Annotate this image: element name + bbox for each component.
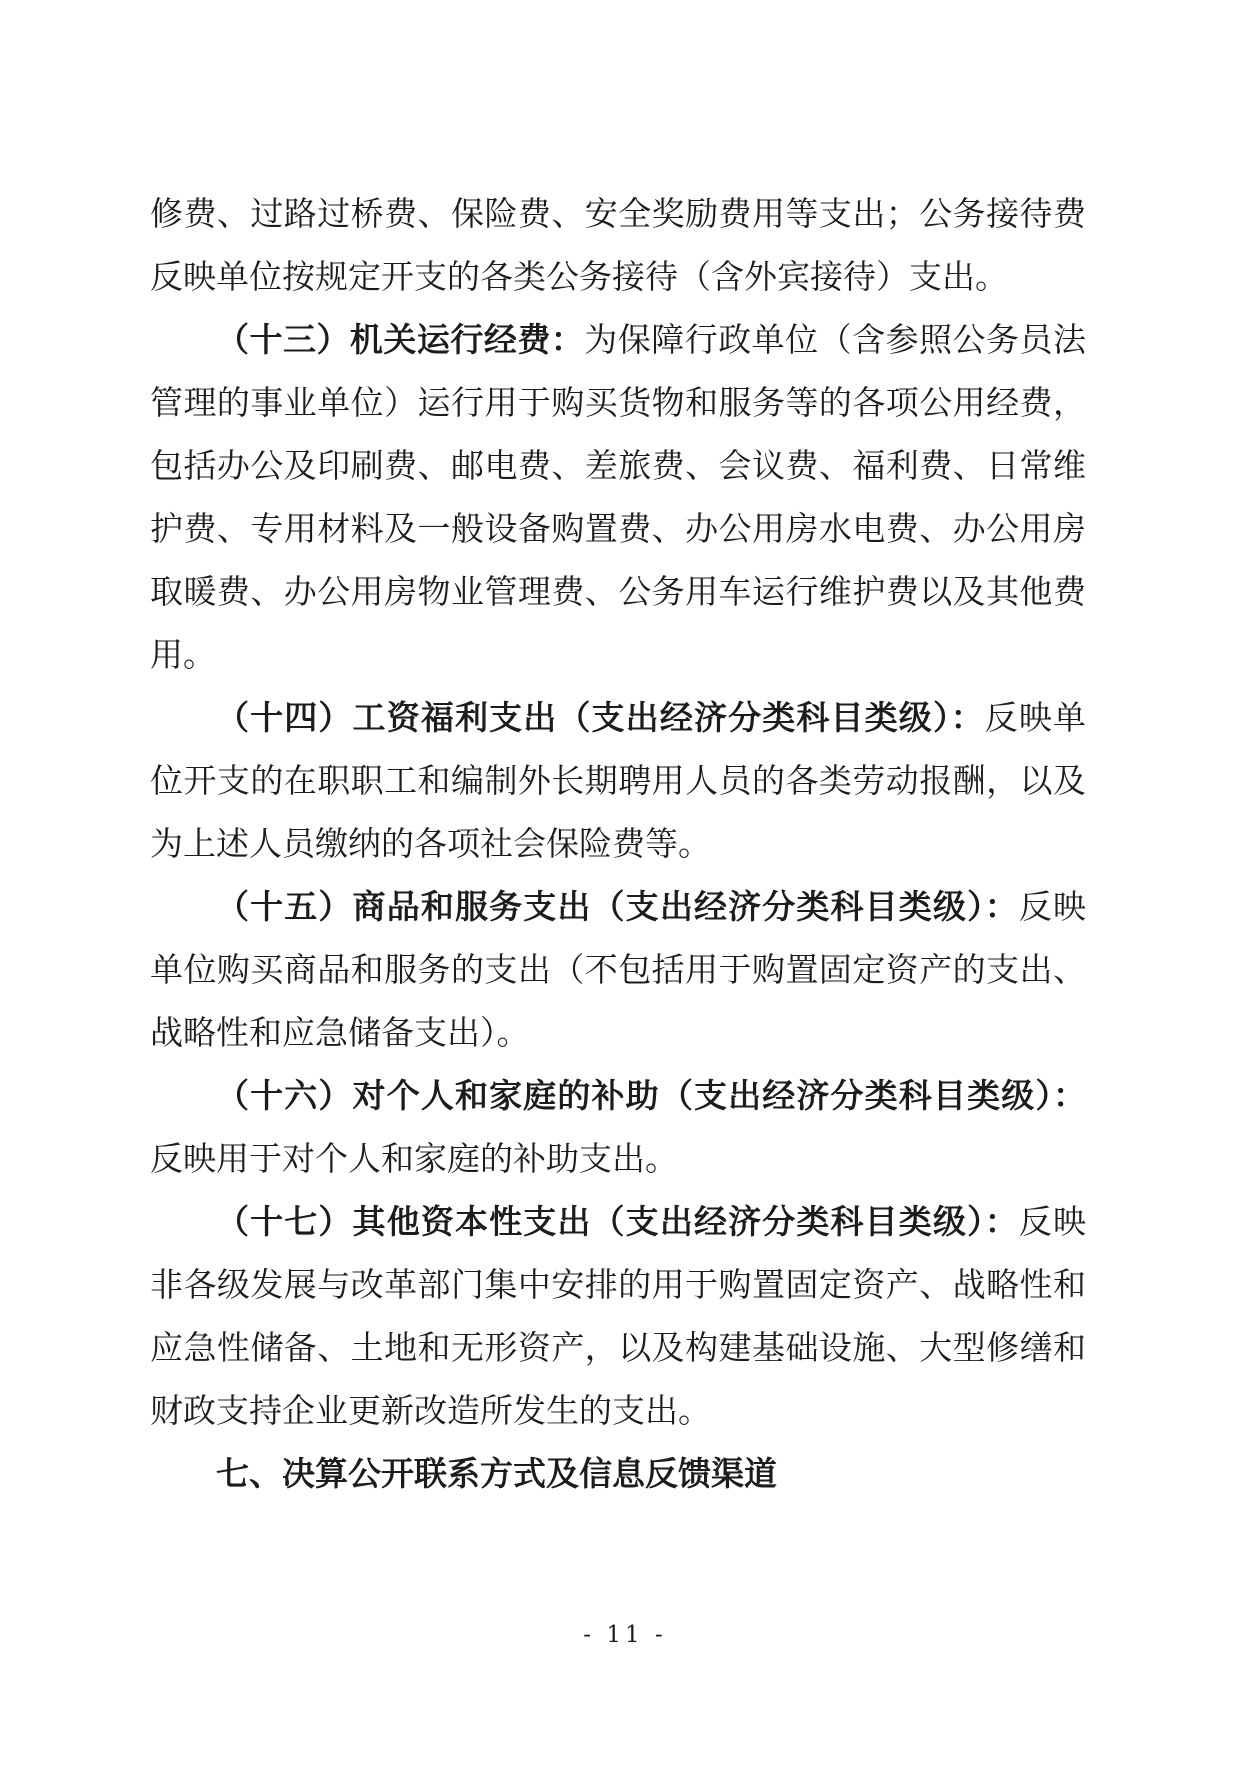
paragraph-lead: （十七）其他资本性支出（支出经济分类科目类级）： xyxy=(216,1202,1019,1241)
page-number: - 11 - xyxy=(583,1622,667,1648)
paragraph-lead: （十三）机关运行经费： xyxy=(216,320,585,359)
paragraph-lead: （十四）工资福利支出（支出经济分类科目类级）： xyxy=(216,698,985,737)
paragraph-lead: （十五）商品和服务支出（支出经济分类科目类级）： xyxy=(216,887,1019,926)
paragraph-text: 反映非各级发展与改革部门集中安排的用于购置固定资产、战略性和应急性储备、土地和无形资产，以及构建基础设施、大型修缮和财政支持企业更新改造所发生的支出。 xyxy=(150,1202,1087,1430)
paragraph-text: 反映用于对个人和家庭的补助支出。 xyxy=(150,1139,678,1178)
paragraph-item-14 xyxy=(150,686,1086,875)
section-heading: 七、决算公开联系方式及信息反馈渠道 xyxy=(216,1454,777,1493)
paragraph-item-16 xyxy=(150,1064,1086,1190)
paragraph-text: 修费、过路过桥费、保险费、安全奖励费用等支出；公务接待费反映单位按规定开支的各类公务接待（含外宾接待）支出。 xyxy=(150,194,1086,296)
document-body xyxy=(150,182,1086,1505)
paragraph-continuation xyxy=(150,182,1086,308)
paragraph-item-15 xyxy=(150,875,1086,1064)
paragraph-text: 反映单位开支的在职职工和编制外长期聘用人员的各类劳动报酬，以及为上述人员缴纳的各项社会保险费等。 xyxy=(150,698,1087,863)
paragraph-text: 反映单位购买商品和服务的支出（不包括用于购置固定资产的支出、战略性和应急储备支出）。 xyxy=(150,887,1087,1052)
paragraph-item-13 xyxy=(150,308,1086,686)
paragraph-text: 为保障行政单位（含参照公务员法管理的事业单位）运行用于购买货物和服务等的各项公用经费，包括办公及印刷费、邮电费、差旅费、会议费、福利费、日常维护费、专用材料及一般设备购置费、办公用房水电费、办公用房取暖费、办公用房物业管理费、公务用车运行维护费以及其他费用。 xyxy=(150,320,1087,674)
paragraph-item-17 xyxy=(150,1190,1086,1442)
paragraph-lead: （十六）对个人和家庭的补助（支出经济分类科目类级）： xyxy=(216,1076,1086,1115)
